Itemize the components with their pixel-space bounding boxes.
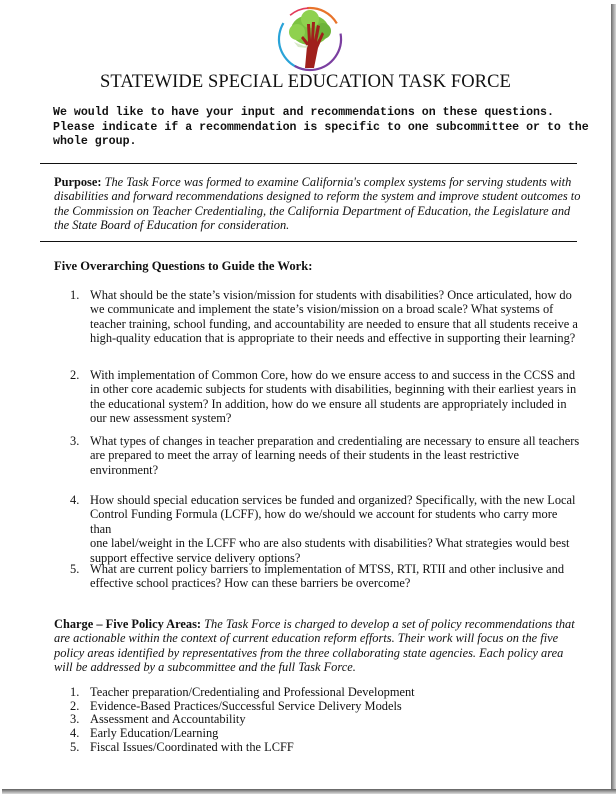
question-line: What should be the state’s vision/mission for students with disabilities? Once articulated, how do	[90, 288, 572, 302]
question-line: What types of changes in teacher preparation and credentialing are necessary to ensure all teachers	[90, 434, 580, 448]
question-text	[90, 434, 580, 477]
policy-area-text: Fiscal Issues/Coordinated with the LCFF	[90, 739, 294, 754]
question-line: With implementation of Common Core, how do we ensure access to and success in the CCSS and	[90, 368, 576, 382]
policy-area-number: 2.	[70, 698, 80, 713]
purpose-line: The Task Force was formed to examine California's complex systems for serving students with	[101, 175, 572, 189]
question-number: 5.	[70, 562, 80, 576]
page-shadow-bottom	[2, 789, 616, 794]
question-line: are prepared to meet the array of learning needs of their students in the least restrictive	[90, 448, 520, 463]
question-line: environment?	[90, 462, 159, 477]
document-title: STATEWIDE SPECIAL EDUCATION TASK FORCE	[100, 72, 511, 92]
policy-area-number: 4.	[70, 726, 80, 741]
purpose-line: disabilities and forward recommendations designed to reform the system and improve student outcomes to	[54, 189, 581, 204]
charge-line: The Task Force is charged to develop a set of policy recommendations that	[201, 617, 575, 631]
charge-line: policy areas identified by representatives from the three collaborating state agencies. Each policy area	[54, 645, 564, 660]
policy-area-item	[70, 727, 415, 741]
question-text	[90, 562, 580, 591]
question-item	[70, 434, 580, 477]
policy-area-text: Evidence-Based Practices/Successful Service Delivery Models	[90, 698, 402, 713]
question-text	[90, 493, 580, 565]
divider-bottom	[40, 241, 577, 242]
policy-area-item	[70, 713, 415, 727]
purpose-line: the State Board of Education for consideration.	[54, 217, 290, 232]
question-item	[70, 493, 580, 565]
questions-heading: Five Overarching Questions to Guide the Work:	[54, 259, 313, 273]
charge-paragraph	[54, 617, 589, 674]
policy-areas-list	[70, 686, 415, 755]
question-line: one label/weight in the LCFF who are also students with disabilities? What strategies would best	[90, 536, 570, 551]
question-line: we communicate and implement the state’s vision/mission on a broad scale? What systems of	[90, 302, 554, 317]
question-number: 4.	[70, 493, 80, 507]
tree-hand-logo-icon	[274, 2, 346, 74]
intro-line: We would like to have your input and recommendations on these questions.	[53, 106, 554, 119]
intro-line: Please indicate if a recommendation is specific to one subcommittee or to the	[53, 120, 589, 134]
policy-area-number: 3.	[70, 712, 80, 727]
question-line: effective school practices? How can these barriers be overcome?	[90, 576, 411, 591]
policy-area-number: 1.	[70, 685, 80, 699]
question-line: our new assessment system?	[90, 411, 232, 426]
policy-area-item	[70, 686, 415, 700]
question-line: How should special education services be funded and organized? Specifically, with the new Local	[90, 493, 576, 507]
question-line: teacher training, school funding, and accountability are needed to ensure that all students receive a	[90, 316, 578, 331]
question-line: the educational system? In addition, how do we ensure all students are appropriately included in	[90, 396, 567, 411]
policy-area-item	[70, 700, 415, 714]
question-text	[90, 368, 580, 426]
question-number: 2.	[70, 368, 80, 382]
policy-area-number: 5.	[70, 739, 80, 754]
intro-instructions	[53, 106, 593, 150]
page-shadow-right	[611, 4, 616, 794]
purpose-label: Purpose:	[54, 175, 102, 189]
intro-line: whole group.	[53, 135, 137, 148]
question-number: 1.	[70, 288, 80, 302]
question-line: support effective service delivery options?	[90, 550, 301, 565]
charge-line: are actionable within the context of current education reform efforts. Their work will focus on the five	[54, 631, 559, 646]
question-item	[70, 562, 580, 591]
question-line: high-quality education that is appropriate to their needs and effective in supporting their learning?	[90, 331, 576, 346]
policy-area-text: Teacher preparation/Credentialing and Professional Development	[90, 685, 415, 699]
question-line: What are current policy barriers to implementation of MTSS, RTI, RTII and other inclusive and	[90, 562, 565, 576]
question-line: Control Funding Formula (LCFF), how do we/should we account for students who carry more than	[90, 507, 558, 536]
question-line: in other core academic subjects for students with disabilities, beginning with their earliest years in	[90, 382, 577, 397]
question-text	[90, 288, 580, 346]
question-item	[70, 368, 580, 426]
policy-area-text: Early Education/Learning	[90, 726, 219, 741]
charge-line: will be addressed by a subcommittee and the full Task Force.	[54, 659, 356, 674]
question-item	[70, 288, 580, 346]
purpose-paragraph	[54, 175, 589, 232]
policy-area-text: Assessment and Accountability	[90, 712, 246, 727]
question-number: 3.	[70, 434, 80, 448]
purpose-line: the Commission on Teacher Credentialing, the California Department of Education, the Legislature and	[54, 203, 571, 218]
divider-top	[40, 163, 577, 164]
policy-area-item	[70, 741, 415, 755]
charge-label: Charge – Five Policy Areas:	[54, 617, 202, 631]
